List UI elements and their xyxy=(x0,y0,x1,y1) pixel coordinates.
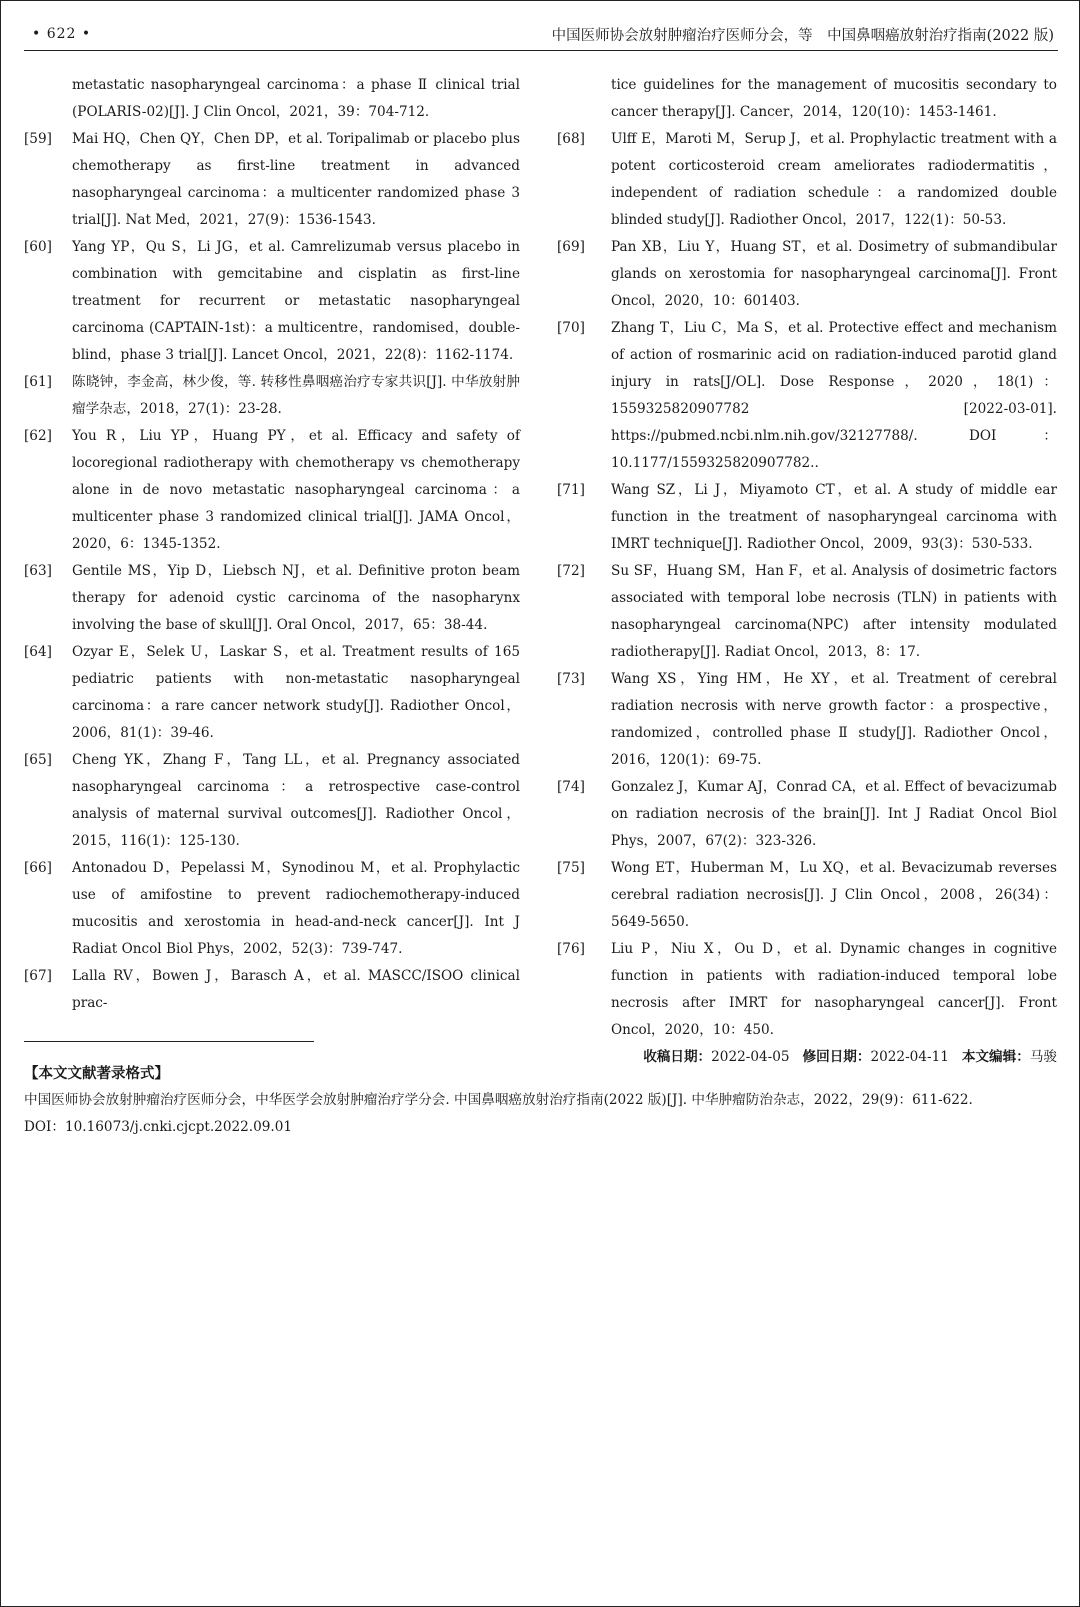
revised-date: 2022-04-11 xyxy=(870,1049,949,1065)
reference-item: [74] Gonzalez J，Kumar AJ，Conrad CA，et al. Effect of bevacizumab on radiation necrosis of the brain[J]. Int J Radiat Oncol Biol Phys，2007，67(2)：323-326. xyxy=(557,779,1057,849)
page-number: • 622 • xyxy=(32,26,92,42)
reference-item: [67] Lalla RV，Bowen J，Barasch A，et al. MASCC/ISOO clinical prac- xyxy=(24,968,520,1011)
reference-item: [73] Wang XS，Ying HM，He XY，et al. Treatment of cerebral radiation necrosis with nerve growth factor：a prospective，randomized，controlled phase Ⅱ study[J]. Radiother Oncol，2016，120(1)：69-75. xyxy=(557,671,1057,768)
reference-item: [60] Yang YP，Qu S，Li JG，et al. Camrelizumab versus placebo in combination with gemcitabine and cisplatin as first-line treatment for recurrent or metastatic nasopharyngeal carcinoma (CAPTAIN-1st)：a multicentre，randomised，double-blind，phase 3 trial[J]. Lancet Oncol，2021，22(8)：1162-1174. xyxy=(24,239,520,363)
reference-item: [76] Liu P，Niu X，Ou D，et al. Dynamic changes in cognitive function in patients with radiation-induced temporal lobe necrosis after IMRT for nasopharyngeal cancer[J]. Front Oncol，2020，10：450. xyxy=(557,941,1057,1038)
citation-block xyxy=(24,1060,1058,1141)
editor-name: 马骏 xyxy=(1029,1049,1057,1065)
reference-item: tice guidelines for the management of mucositis secondary to cancer therapy[J]. Cancer，2014，120(10)：1453-1461. xyxy=(611,77,1057,120)
reference-item: [68] Ulff E，Maroti M，Serup J，et al. Prophylactic treatment with a potent corticosteroid cream ameliorates radiodermatitis，independent of radiation schedule：a randomized double blinded study[J]. Radiother Oncol，2017，122(1)：50-53. xyxy=(557,131,1057,228)
revised-label: 修回日期： xyxy=(802,1049,871,1065)
citation-title: 【本文文献著录格式】 xyxy=(24,1065,169,1082)
reference-item: [61] 陈晓钟，李金高，林少俊，等. 转移性鼻咽癌治疗专家共识[J]. 中华放射肿瘤学杂志，2018，27(1)：23-28. xyxy=(24,374,520,417)
reference-item: [64] Ozyar E，Selek U，Laskar S，et al. Treatment results of 165 pediatric patients with non-metastatic nasopharyngeal carcinoma：a rare cancer network study[J]. Radiother Oncol，2006，81(1)：39-46. xyxy=(24,644,520,741)
reference-item: [66] Antonadou D，Pepelassi M，Synodinou M，et al. Prophylactic use of amifostine to prevent radiochemotherapy-induced mucositis and xerostomia in head-and-neck cancer[J]. Int J Radiat Oncol Biol Phys，2002，52(3)：739-747. xyxy=(24,860,520,957)
page-header xyxy=(24,22,1058,51)
received-label: 收稿日期： xyxy=(643,1049,712,1065)
reference-item: [69] Pan XB，Liu Y，Huang ST，et al. Dosimetry of submandibular glands on xerostomia for nasopharyngeal carcinoma[J]. Front Oncol，2020，10：601403. xyxy=(557,239,1057,309)
citation-text: 中国医师协会放射肿瘤治疗医师分会，中华医学会放射肿瘤治疗学分会. 中国鼻咽癌放射治疗指南(2022 版)[J]. 中华肿瘤防治杂志，2022，29(9)：611-622. xyxy=(24,1092,973,1108)
received-date: 2022-04-05 xyxy=(711,1049,790,1065)
left-column xyxy=(24,72,520,1017)
reference-item: [70] Zhang T，Liu C，Ma S，et al. Protective effect and mechanism of action of rosmarinic acid on radiation-induced parotid gland injury in rats[J/OL]. Dose Response，2020，18(1)：1559325820907782 [2022-03-01]. https://pubmed.ncbi.nlm.nih.gov/32127788/. DOI：10.1177/1559325820907782.. xyxy=(557,320,1057,471)
reference-item: [62] You R，Liu YP，Huang PY，et al. Efficacy and safety of locoregional radiotherapy with chemotherapy vs chemotherapy alone in de novo metastatic nasopharyngeal carcinoma：a multicenter phase 3 randomized clinical trial[J]. JAMA Oncol，2020，6：1345-1352. xyxy=(24,428,520,552)
reference-item: [72] Su SF，Huang SM，Han F，et al. Analysis of dosimetric factors associated with temporal lobe necrosis (TLN) in patients with nasopharyngeal carcinoma(NPC) after intensity modulated radiotherapy[J]. Radiat Oncol，2013，8：17. xyxy=(557,563,1057,660)
running-title: 中国医师协会放射肿瘤治疗医师分会，等 中国鼻咽癌放射治疗指南(2022 版) xyxy=(551,28,1054,44)
reference-item: [65] Cheng YK，Zhang F，Tang LL，et al. Pregnancy associated nasopharyngeal carcinoma：a retrospective case-control analysis of maternal survival outcomes[J]. Radiother Oncol，2015，116(1)：125-130. xyxy=(24,752,520,849)
reference-item: [71] Wang SZ，Li J，Miyamoto CT，et al. A study of middle ear function in the treatment of nasopharyngeal carcinoma with IMRT technique[J]. Radiother Oncol，2009，93(3)：530-533. xyxy=(557,482,1057,552)
reference-item: metastatic nasopharyngeal carcinoma：a phase Ⅱ clinical trial (POLARIS-02)[J]. J Clin Oncol，2021，39：704-712. xyxy=(72,77,520,120)
reference-item: [63] Gentile MS，Yip D，Liebsch NJ，et al. Definitive proton beam therapy for adenoid cystic carcinoma of the nasopharynx involving the base of skull[J]. Oral Oncol，2017，65：38-44. xyxy=(24,563,520,633)
editor-label: 本文编辑： xyxy=(961,1049,1030,1065)
reference-item: [59] Mai HQ，Chen QY，Chen DP，et al. Toripalimab or placebo plus chemotherapy as first-line treatment in advanced nasopharyngeal carcinoma：a multicenter randomized phase 3 trial[J]. Nat Med，2021，27(9)：1536-1543. xyxy=(24,131,520,228)
reference-item: [75] Wong ET，Huberman M，Lu XQ，et al. Bevacizumab reverses cerebral radiation necrosis[J]. J Clin Oncol，2008，26(34)：5649-5650. xyxy=(557,860,1057,930)
right-column xyxy=(557,72,1057,1071)
citation-doi: DOI：10.16073/j.cnki.cjcpt.2022.09.01 xyxy=(24,1119,293,1135)
separator-line xyxy=(24,1041,314,1042)
